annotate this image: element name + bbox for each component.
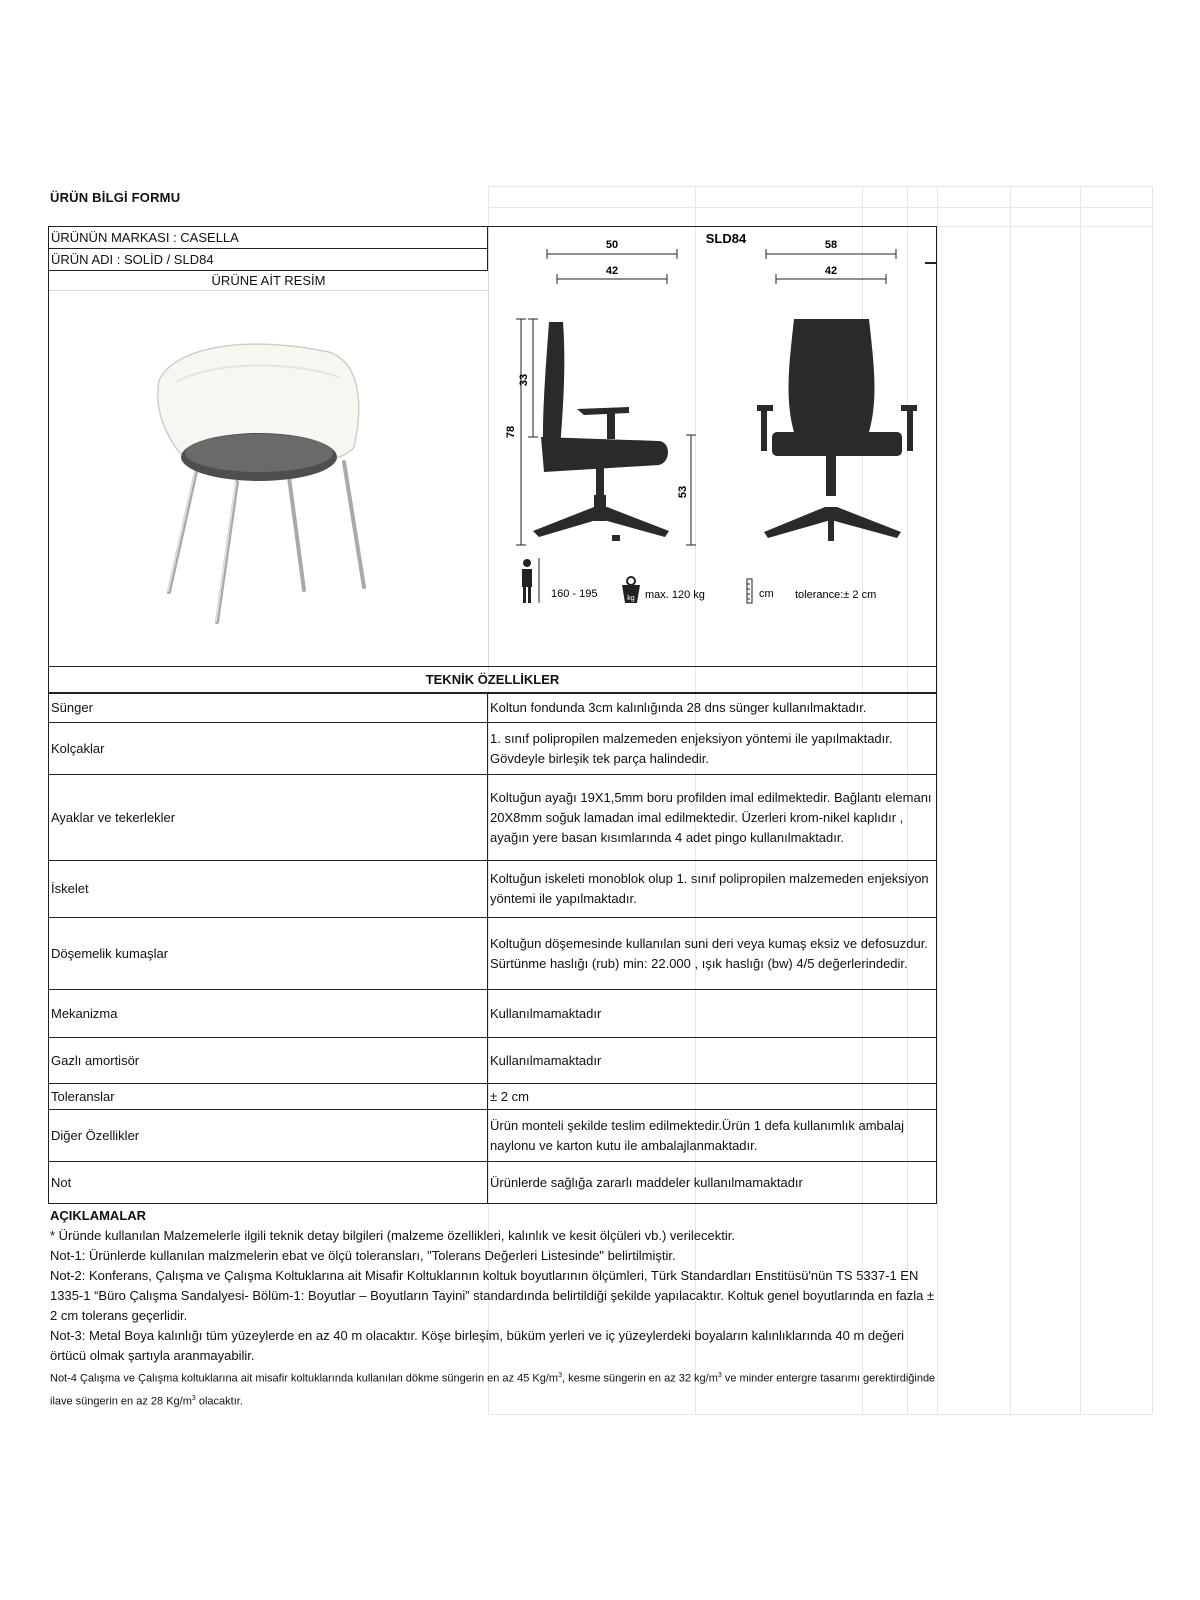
- note-4: Not-4 Çalışma ve Çalışma koltuklarına ait misafir koltuklarında kullanılan dökme süngerin en az 45 $Kg/m^3$, kesme süngerin en az 32 $kg/m^3$ ve minder entergre tasarımı gerektirdiğinde ilave süngerin en az 28 $Kg/m^3$ olacaktır.: [50, 1372, 936, 1408]
- spec-label: Sünger: [49, 694, 488, 723]
- dim-front-seat-width: 42: [824, 265, 838, 277]
- spec-label: Mekanizma: [49, 990, 488, 1038]
- front-view: [757, 319, 917, 541]
- weight-icon: [622, 577, 640, 603]
- notes-title: AÇIKLAMALAR: [50, 1208, 147, 1223]
- spec-label: Not: [49, 1162, 488, 1204]
- note-1: Not-1: Ürünlerde kullanılan malzmelerin ebat ve ölçü toleransları, "Tolerans Değerleri Listesinde" belirtilmiştir.: [50, 1248, 676, 1263]
- spec-value: Koltuğun döşemesinde kullanılan suni deri veya kumaş eksiz ve defosuzdur. Sürtünme haslığı (rub) min: 22.000 , ışık haslığı (bw) 4/5 değerlerindedir.: [488, 918, 937, 990]
- brand-row: ÜRÜNÜN MARKASI : CASELLA: [49, 227, 488, 249]
- spec-value: ± 2 cm: [488, 1084, 937, 1110]
- table-row: [49, 1038, 937, 1084]
- table-row: [49, 1084, 937, 1110]
- spec-label: Diğer Özellikler: [49, 1110, 488, 1162]
- note-2: Not-2: Konferans, Çalışma ve Çalışma Koltuklarına ait Misafir Koltuklarının koltuk boyutlarının ölçümleri, Türk Standardları Enstitüsü'nün TS 5337-1 EN 1335-1 “Büro Çalışma Sandalyesi- Bölüm-1: Boyutlar – Boyutların Tayini” standardında belirtildiği şekilde yapılacaktır. Koltuk genel boyutlarında en fazla ± 2 cm tolerans geçerlidir.: [50, 1268, 935, 1323]
- user-height-range: 160 - 195: [551, 588, 598, 600]
- note-3: Not-3: Metal Boya kalınlığı tüm yüzeylerde en az 40 m olacaktır. Köşe birleşim, büküm yerleri ve iç yüzeylerdeki boyaların kalınlıklarında 40 m değeri örtücü olmak şartıyla aranmayabilir.: [50, 1328, 905, 1363]
- table-row: [49, 990, 937, 1038]
- product-name-row: ÜRÜN ADI : SOLİD / SLD84: [49, 249, 488, 271]
- table-row: [49, 1162, 937, 1204]
- spec-label: Döşemelik kumaşlar: [49, 918, 488, 990]
- spec-table: [48, 693, 937, 1204]
- tolerance-label: tolerance:± 2 cm: [795, 589, 877, 601]
- spec-label: Ayaklar ve tekerlekler: [49, 775, 488, 861]
- unit-label: cm: [759, 588, 774, 600]
- weight-icon-label: kg: [627, 595, 635, 602]
- table-row: [49, 1110, 937, 1162]
- dim-side-seat-width: 42: [605, 265, 619, 277]
- spec-value: Kullanılmamaktadır: [488, 1038, 937, 1084]
- product-info: [49, 227, 489, 666]
- spec-label: Gazlı amortisör: [49, 1038, 488, 1084]
- spec-value: Ürün monteli şekilde teslim edilmektedir.Ürün 1 defa kullanımlık ambalaj naylonu ve karton kutu ile ambalajlanmaktadır.: [488, 1110, 937, 1162]
- dim-seat-height: 53: [677, 485, 689, 499]
- technical-drawing: [489, 227, 937, 667]
- dim-front-width: 58: [824, 239, 838, 251]
- image-label: ÜRÜNE AİT RESİM: [49, 271, 488, 291]
- spec-title: TEKNİK ÖZELLİKLER: [48, 667, 937, 693]
- table-row: [49, 694, 937, 723]
- model-code: SLD84: [705, 231, 747, 246]
- spec-value: Koltuğun ayağı 19X1,5mm boru profilden imal edilmektedir. Bağlantı elemanı 20X8mm soğuk lamadan imal edilmektedir. Üzerleri krom-nikel kaplıdır , ayağın yere basan kısımlarında 4 adet pingo kullanılmaktadır.: [488, 775, 937, 861]
- product-header: [48, 226, 937, 667]
- spec-label: Kolçaklar: [49, 723, 488, 775]
- notes-section: [50, 1206, 940, 1411]
- spec-value: Koltun fondunda 3cm kalınlığında 28 dns sünger kullanılmaktadır.: [488, 694, 937, 723]
- table-row: [49, 918, 937, 990]
- spec-value: Kullanılmamaktadır: [488, 990, 937, 1038]
- spec-value: Ürünlerde sağlığa zararlı maddeler kullanılmamaktadır: [488, 1162, 937, 1204]
- form-title: ÜRÜN BİLGİ FORMU: [50, 190, 181, 205]
- table-row: [49, 775, 937, 861]
- dim-back-height: 33: [518, 373, 530, 387]
- chair-photo: [139, 322, 379, 652]
- table-row: [49, 723, 937, 775]
- dim-total-height: 78: [505, 425, 517, 439]
- ruler-icon: [747, 579, 752, 603]
- dim-side-width: 50: [605, 239, 619, 251]
- spec-value: 1. sınıf polipropilen malzemeden enjeksiyon yöntemi ile yapılmaktadır. Gövdeyle birleşik tek parça halindedir.: [488, 723, 937, 775]
- spec-value: Koltuğun iskeleti monoblok olup 1. sınıf polipropilen malzemeden enjeksiyon yöntemi ile yapılmaktadır.: [488, 861, 937, 918]
- max-weight: max. 120 kg: [645, 589, 705, 601]
- table-row: [49, 861, 937, 918]
- side-view: [533, 322, 669, 541]
- spec-label: Toleranslar: [49, 1084, 488, 1110]
- note-general: * Üründe kullanılan Malzemelerle ilgili teknik detay bilgileri (malzeme özellikleri, kalınlık ve kesit ölçüleri vb.) verilecektir.: [50, 1228, 735, 1243]
- spec-label: İskelet: [49, 861, 488, 918]
- user-height-icon: [522, 558, 539, 603]
